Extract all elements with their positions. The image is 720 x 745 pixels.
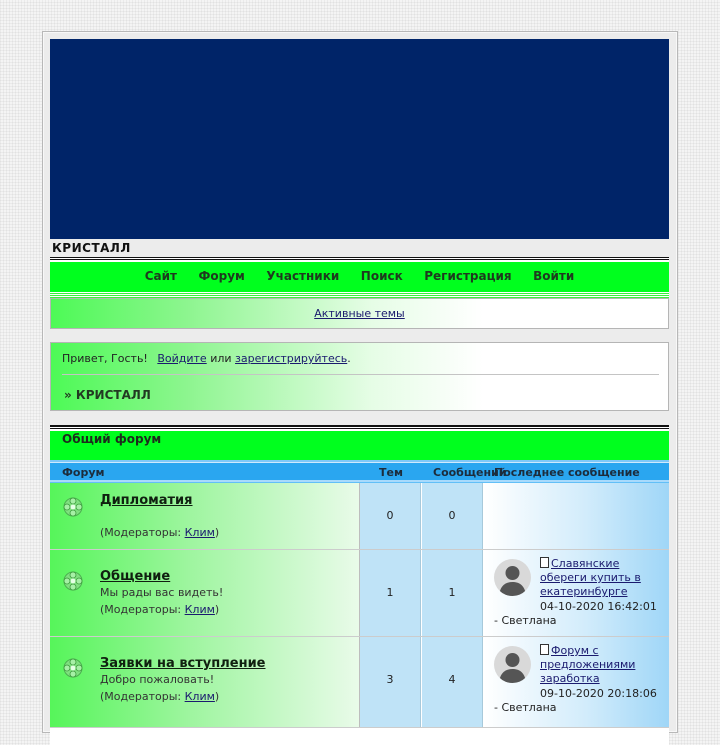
active-topics-box (50, 298, 669, 329)
last-post-cell (484, 483, 669, 549)
nav-item-search[interactable]: Поиск (360, 269, 403, 283)
forum-row-diplomacy (50, 483, 669, 550)
moderator-link[interactable]: Клим (184, 603, 215, 616)
topics-count: 0 (386, 509, 394, 522)
forum-title-link[interactable]: Заявки на вступление (100, 656, 266, 671)
user-silhouette-icon (494, 559, 531, 596)
forum-icon (62, 657, 84, 679)
last-post-date: 04-10-2020 16:42:01 (540, 600, 657, 613)
welcome-line (62, 352, 351, 365)
last-post-link-wrap (540, 644, 665, 686)
moderator-link[interactable]: Клим (184, 526, 215, 539)
col-last-post: Последнее сообщение (494, 466, 640, 479)
post-document-icon (540, 644, 549, 655)
active-topics-link[interactable]: Активные темы (314, 307, 405, 320)
forum-icon (62, 570, 84, 592)
col-topics: Тем (379, 466, 403, 479)
welcome-box (50, 342, 669, 411)
nav-item-members[interactable]: Участники (266, 269, 340, 283)
header-banner (50, 39, 669, 239)
moderator-link[interactable]: Клим (184, 690, 215, 703)
divider (62, 374, 659, 375)
forum-title-link[interactable]: Дипломатия (100, 493, 193, 508)
topics-count: 1 (386, 586, 394, 599)
forum-icon (62, 496, 84, 518)
avatar (494, 559, 531, 596)
last-post-link-wrap (540, 557, 665, 599)
topics-count: 3 (386, 673, 394, 686)
register-link[interactable]: зарегистрируйтесь (235, 352, 348, 365)
greeting-dot: . (347, 352, 351, 365)
forum-moderators: (Модераторы: Клим) (100, 603, 220, 616)
last-post-author: - Светлана (494, 614, 557, 627)
col-posts: Сообщений (433, 466, 507, 479)
nav-item-register[interactable]: Регистрация (424, 269, 512, 283)
table-header (50, 460, 669, 483)
avatar (494, 646, 531, 683)
posts-count: 1 (448, 586, 456, 599)
forum-description: Мы рады вас видеть! (100, 586, 224, 599)
nav-item-login[interactable]: Войти (533, 269, 575, 283)
post-document-icon (540, 557, 549, 568)
forum-moderators: (Модераторы: Клим) (100, 526, 220, 539)
category-header (50, 425, 669, 450)
breadcrumb: » КРИСТАЛЛ (64, 388, 151, 402)
category-band (50, 450, 669, 460)
last-post-author: - Светлана (494, 701, 557, 714)
last-post-link[interactable]: Славянские обереги купить в екатеринбурге (540, 557, 641, 598)
category-title: Общий форум (62, 432, 162, 446)
greeting-or: или (210, 352, 232, 365)
posts-count: 0 (448, 509, 456, 522)
last-post-cell (484, 637, 669, 727)
col-forum: Форум (62, 466, 105, 479)
user-silhouette-icon (494, 646, 531, 683)
page-container (42, 31, 678, 733)
last-post-date: 09-10-2020 20:18:06 (540, 687, 657, 700)
posts-count: 4 (448, 673, 456, 686)
nav-item-site[interactable]: Сайт (144, 269, 177, 283)
forum-row-applications (50, 637, 669, 728)
login-link[interactable]: Войдите (157, 352, 207, 365)
forum-title-link[interactable]: Общение (100, 569, 171, 584)
forum-row-general (50, 550, 669, 637)
last-post-link[interactable]: Форум с предложениями заработка (540, 644, 636, 685)
site-title: КРИСТАЛЛ (52, 241, 131, 255)
forum-description: Добро пожаловать! (100, 673, 215, 686)
nav-item-forum[interactable]: Форум (198, 269, 245, 283)
main-navbar (50, 257, 669, 299)
forum-category (50, 425, 669, 745)
last-post-cell (484, 550, 669, 636)
greeting-text: Привет, Гость! (62, 352, 148, 365)
forum-moderators: (Модераторы: Клим) (100, 690, 220, 703)
